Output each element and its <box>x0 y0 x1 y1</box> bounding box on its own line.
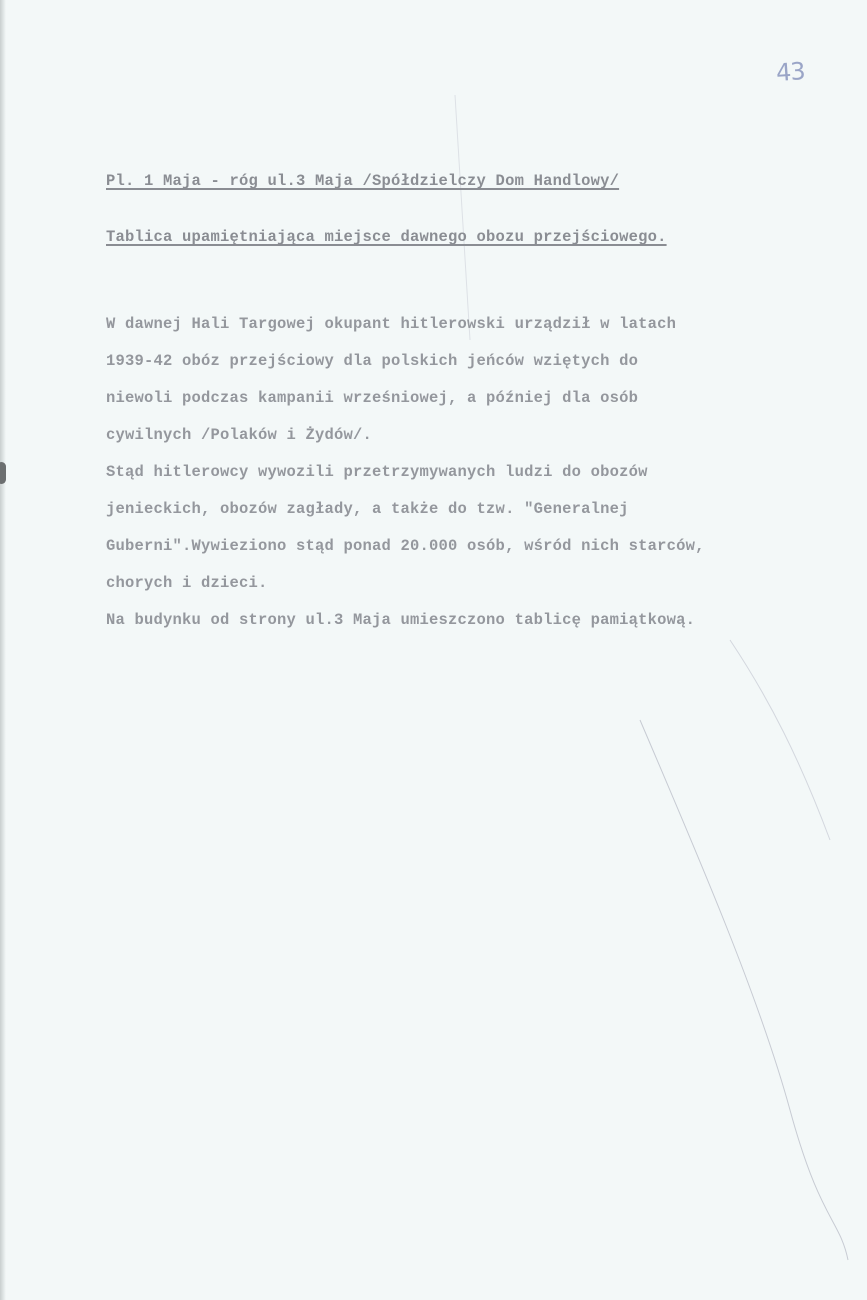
text-line: 1939-42 obóz przejściowy dla polskich jeńców wziętych do <box>106 352 639 370</box>
plaque-heading: Tablica upamiętniająca miejsce dawnego obozu przejściowego. <box>106 228 667 246</box>
address-heading: Pl. 1 Maja - róg ul.3 Maja /Spółdzielczy Dom Handlowy/ <box>106 172 620 190</box>
text-line: cywilnych /Polaków i Żydów/. <box>106 426 373 444</box>
text-line: W dawnej Hali Targowej okupant hitlerowski urządził w latach <box>106 315 677 333</box>
body-text <box>106 312 846 645</box>
text-line: jenieckich, obozów zagłady, a także do tzw. "Generalnej <box>106 500 629 518</box>
punch-hole <box>0 462 6 484</box>
text-line: Guberni".Wywieziono stąd ponad 20.000 osób, wśród nich starców, <box>106 537 705 555</box>
text-line: Na budynku od strony ul.3 Maja umieszczono tablicę pamiątkową. <box>106 611 696 629</box>
text-line: niewoli podczas kampanii wrześniowej, a później dla osób <box>106 389 639 407</box>
text-line: chorych i dzieci. <box>106 574 268 592</box>
page-edge-shadow <box>0 0 6 1300</box>
text-line: Stąd hitlerowcy wywozili przetrzymywanych ludzi do obozów <box>106 463 648 481</box>
page-number: 43 <box>775 57 806 87</box>
